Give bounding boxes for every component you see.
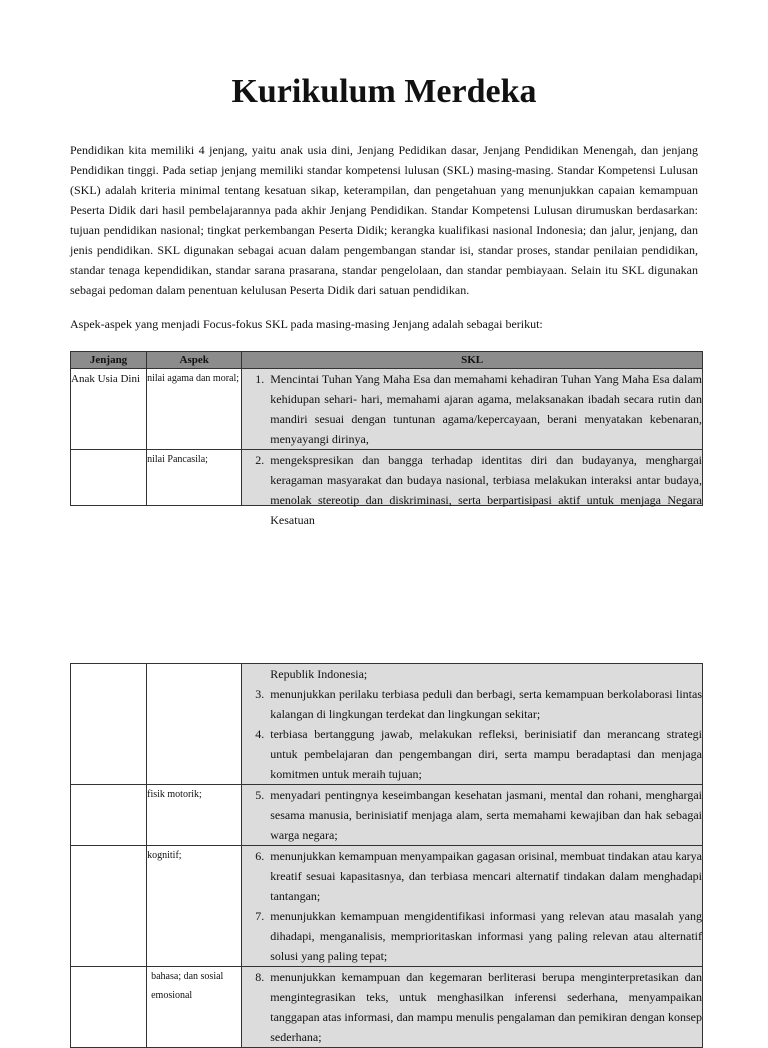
item-text: terbiasa bertanggung jawab, melakukan refleksi, berinisiatif dan merancang strategi untuk pembelajaran dan pengembangan diri, serta mampu beradaptasi dan menjaga komitmen untuk meraih tujuan; — [270, 727, 702, 781]
item-number: 4. — [255, 727, 265, 741]
aspek-cell: nilai Pancasila; — [147, 450, 242, 506]
lead-paragraph: Aspek-aspek yang menjadi Focus-fokus SKL pada masing-masing Jenjang adalah sebagai berikut: — [70, 317, 543, 331]
table-row — [71, 369, 703, 450]
item-text: menunjukkan perilaku terbiasa peduli dan berbagi, serta kemampuan berkolaborasi lintas kalangan di lingkungan terdekat dan lingkungan sekitar; — [270, 687, 702, 721]
list-item — [242, 369, 702, 449]
item-number: 5. — [255, 788, 265, 802]
skl-cell — [242, 785, 703, 846]
list-item — [242, 664, 702, 684]
header-skl: SKL — [242, 352, 703, 369]
item-text: menunjukkan kemampuan mengidentifikasi informasi yang relevan atau masalah yang dihadapi, menganalisis, memprioritaskan informasi yang paling relevan atau alternatif solusi yang paling tepat; — [270, 909, 702, 963]
document-title: Kurikulum Merdeka — [231, 73, 537, 110]
jenjang-cell — [71, 967, 147, 1048]
aspek-cell: bahasa; dan sosial emosional — [147, 967, 242, 1048]
intro-paragraph: Pendidikan kita memiliki 4 jenjang, yaitu anak usia dini, Jenjang Pedidikan dasar, Jenjang Pendidikan Menengah, dan jenjang Pendidikan tinggi. Pada setiap jenjang memiliki standar kompetensi lulusan (SKL) masing-masing. Standar Kompetensi Lulusan (SKL) adalah kriteria minimal tentang kesatuan sikap, keterampilan, dan pengetahuan yang menunjukkan capaian kemampuan Peserta Didik dari hasil pembelajarannya pada akhir Jenjang Pendidikan. Standar Kompetensi Lulusan dirumuskan berdasarkan: tujuan pendidikan nasional; tingkat perkembangan Peserta Didik; kerangka kualifikasi nasional Indonesia; dan jalur, jenjang, dan jenis pendidikan. SKL digunakan sebagai acuan dalam pengembangan standar isi, standar proses, standar penilaian pendidikan, standar tenaga kependidikan, standar sarana prasarana, standar pengelolaan, dan standar pembiayaan. Selain itu SKL digunakan sebagai pedoman dalam penentuan kelulusan Peserta Didik dari satuan pendidikan. — [70, 143, 698, 297]
skl-table-part-2 — [70, 663, 703, 1048]
list-item — [242, 785, 702, 845]
table-header-row — [71, 352, 703, 369]
table-row — [71, 846, 703, 967]
skl-cell — [242, 664, 703, 785]
item-text: mengekspresikan dan bangga terhadap identitas diri dan budayanya, menghargai keragaman masyarakat dan budaya nasional, terbiasa melakukan interaksi antar budaya, menolak stereotip dan diskriminasi, serta berpartisipasi aktif untuk menjaga Negara Kesatuan — [270, 453, 702, 527]
item-number: 2. — [255, 453, 265, 467]
header-jenjang: Jenjang — [71, 352, 147, 369]
jenjang-cell: Anak Usia Dini — [71, 369, 147, 450]
item-text: menyadari pentingnya keseimbangan kesehatan jasmani, mental dan rohani, menghargai sesama manusia, berinisiatif menjaga alam, serta memahami kewajiban dan hak sebagai warga negara; — [270, 788, 702, 842]
table-row — [71, 785, 703, 846]
item-text: menunjukkan kemampuan dan kegemaran berliterasi berupa menginterpretasikan dan mengintegrasikan teks, untuk menghasilkan inferensi sederhana, menyampaikan tanggapan atas informasi, dan mampu menulis pengalaman dan pemikiran dengan konsep sederhana; — [270, 970, 702, 1044]
item-number: 8. — [255, 970, 265, 984]
table-row — [71, 450, 703, 506]
list-item — [242, 906, 702, 966]
skl-cell — [242, 846, 703, 967]
aspek-cell — [147, 664, 242, 785]
jenjang-cell — [71, 450, 147, 506]
item-text: Mencintai Tuhan Yang Maha Esa dan memahami kehadiran Tuhan Yang Maha Esa dalam kehidupan sehari- hari, memahami ajaran agama, melaksanakan ibadah secara rutin dan mandiri sesuai dengan tuntunan agama/kepercayaan, berani menyatakan kebenaran, menyayangi dirinya, — [270, 372, 702, 446]
jenjang-cell — [71, 846, 147, 967]
skl-cell — [242, 967, 703, 1048]
item-number: 3. — [255, 687, 265, 701]
header-aspek: Aspek — [147, 352, 242, 369]
skl-table-part-1 — [70, 351, 703, 527]
table-row — [71, 967, 703, 1048]
list-item — [242, 846, 702, 906]
jenjang-cell — [71, 664, 147, 785]
list-item — [242, 724, 702, 784]
skl-cell — [242, 450, 703, 527]
list-item — [242, 684, 702, 724]
aspek-cell: nilai agama dan moral; — [147, 369, 242, 450]
item-number: 1. — [255, 372, 265, 386]
list-item — [242, 450, 702, 530]
aspek-cell: fisik motorik; — [147, 785, 242, 846]
item-number: 6. — [255, 849, 265, 863]
table-row — [71, 664, 703, 785]
item-text: menunjukkan kemampuan menyampaikan gagasan orisinal, membuat tindakan atau karya kreatif sesuai kapasitasnya, dan terbiasa mencari alternatif tindakan dalam menghadapi tantangan; — [270, 849, 702, 903]
item-number: 7. — [255, 909, 265, 923]
item-number — [242, 664, 264, 684]
list-item — [242, 967, 702, 1047]
item-text: Republik Indonesia; — [270, 667, 368, 681]
aspek-cell: kognitif; — [147, 846, 242, 967]
skl-cell — [242, 369, 703, 450]
jenjang-cell — [71, 785, 147, 846]
